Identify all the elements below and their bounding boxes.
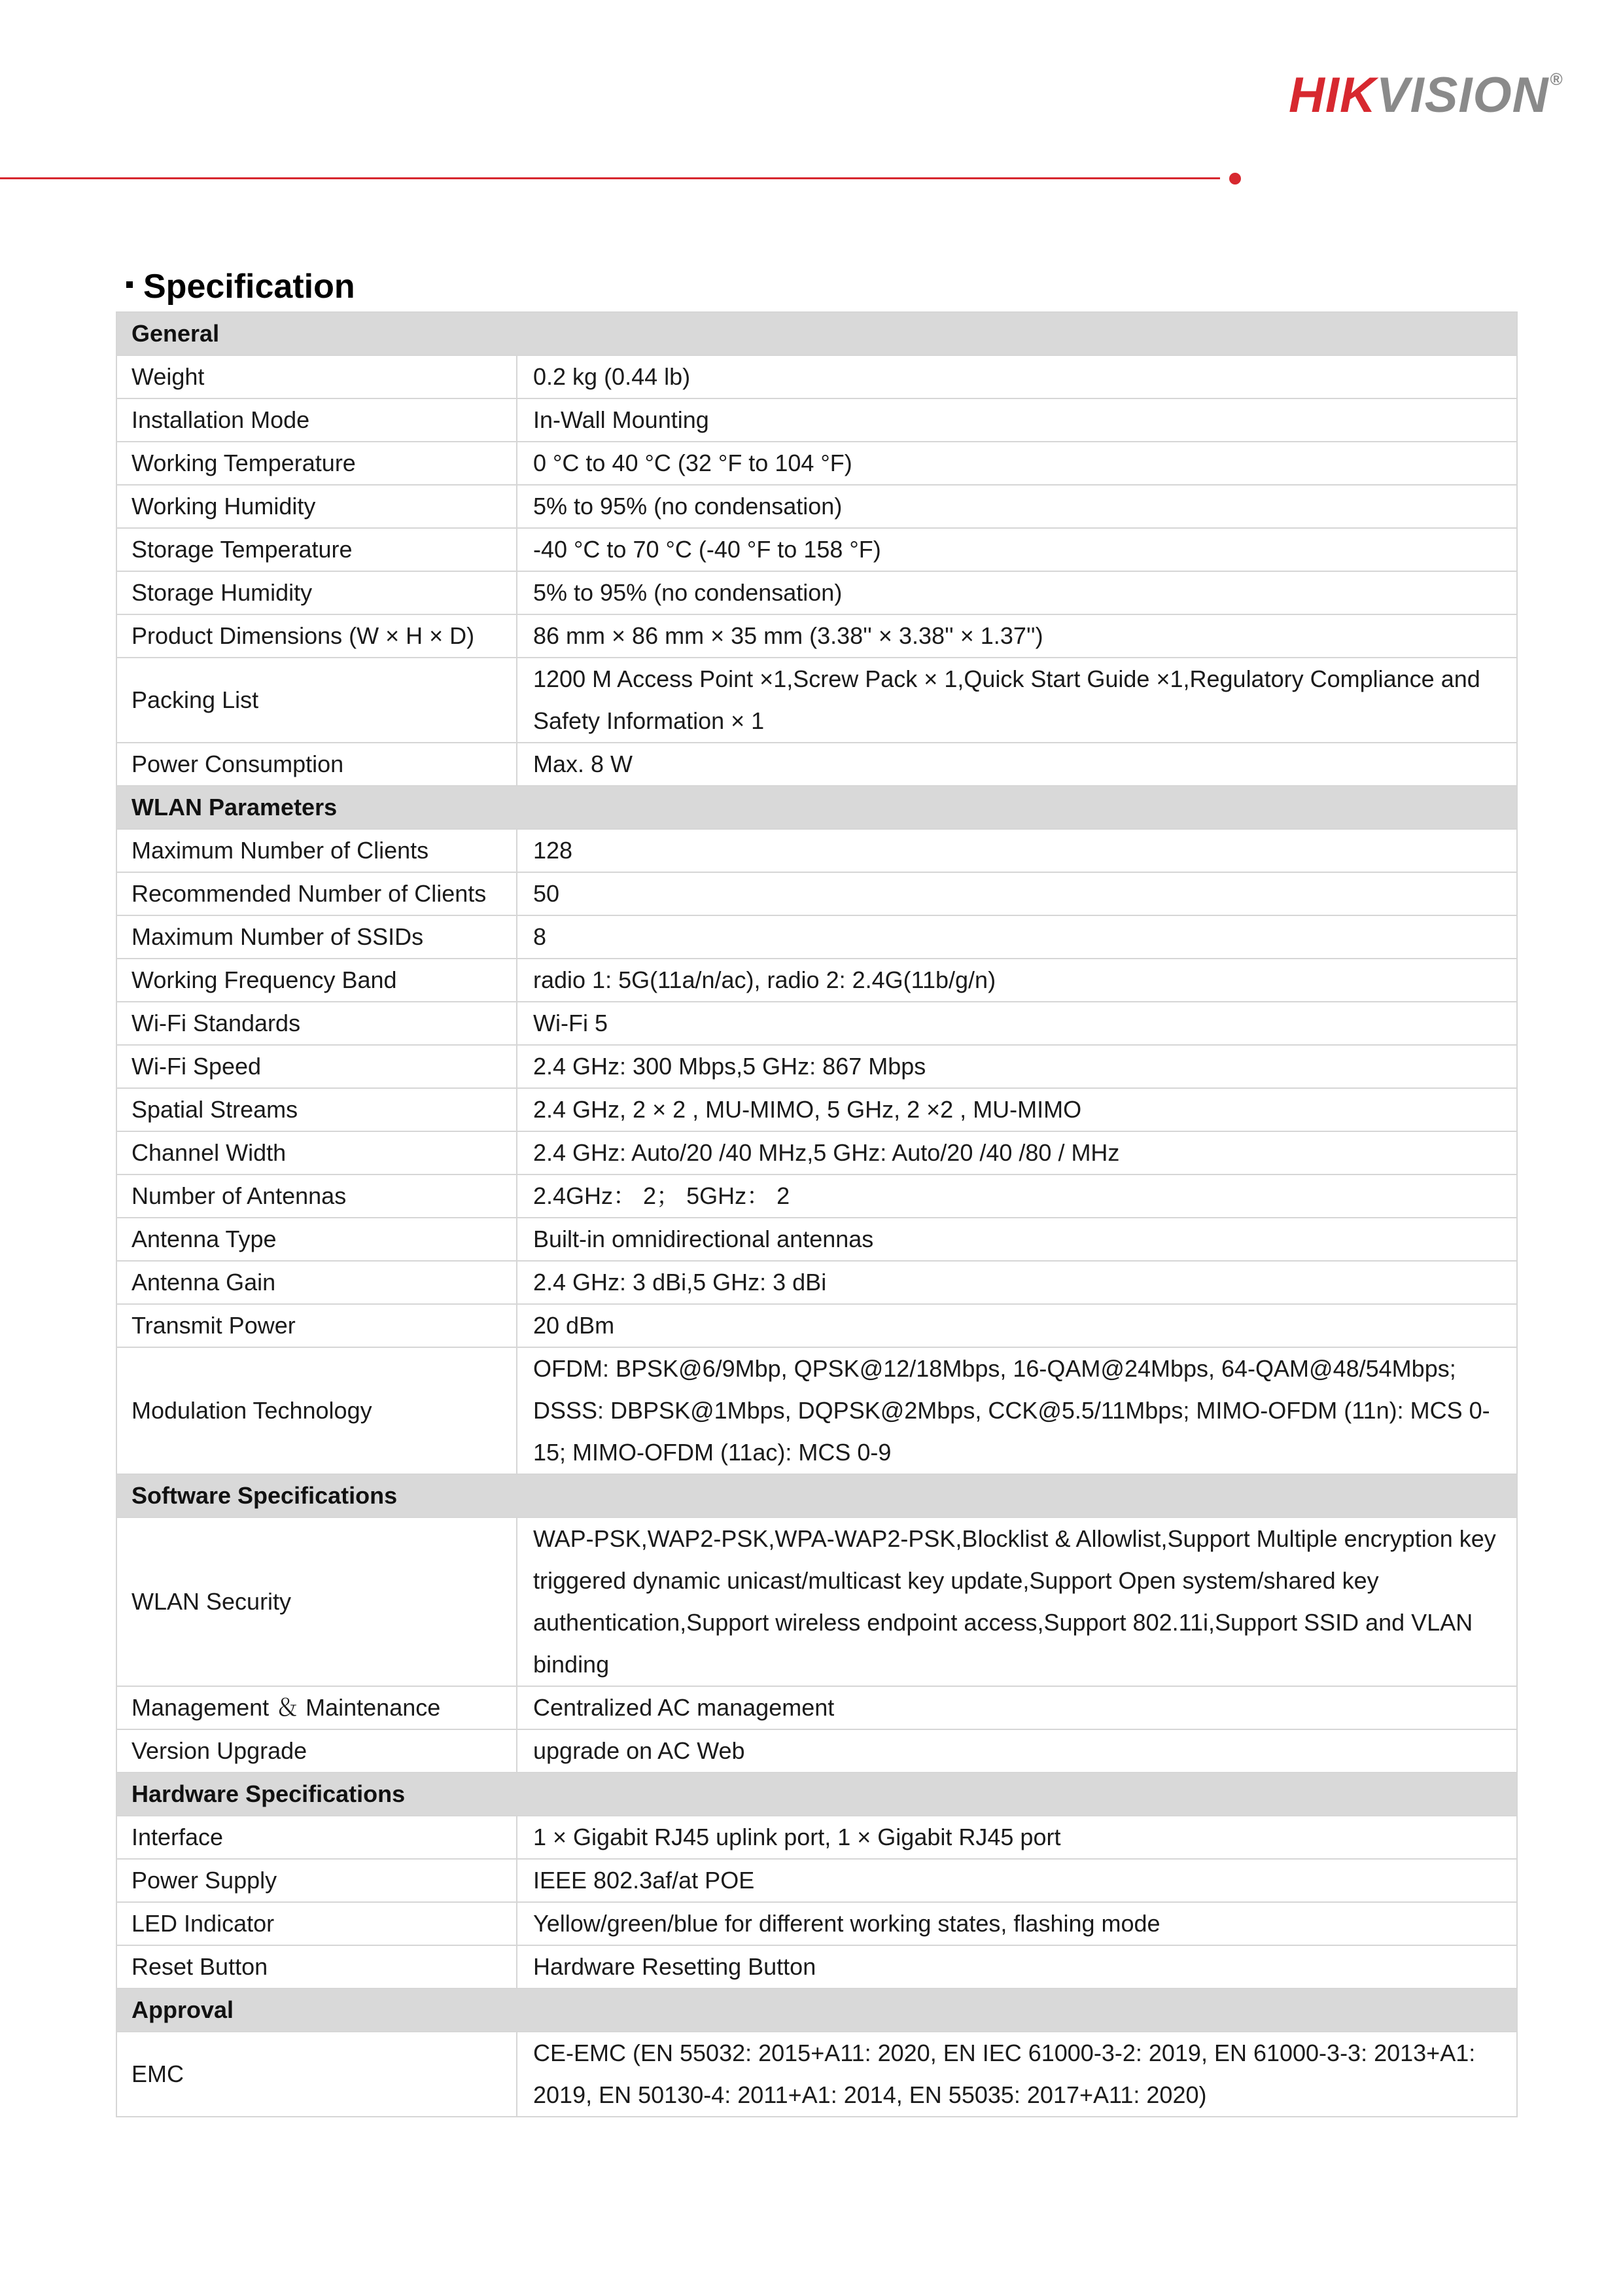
spec-label: EMC (116, 2032, 517, 2117)
section-heading: Hardware Specifications (116, 1773, 1517, 1816)
table-row (116, 1816, 1517, 1859)
table-row (116, 1131, 1517, 1174)
spec-value: 128 (517, 829, 1517, 872)
logo-registered-mark: ® (1550, 69, 1563, 89)
table-row (116, 1261, 1517, 1304)
spec-value: Max. 8 W (517, 743, 1517, 786)
table-row (116, 1729, 1517, 1773)
page-title (126, 267, 355, 306)
spec-label: Version Upgrade (116, 1729, 517, 1773)
spec-label: Power Supply (116, 1859, 517, 1902)
spec-label: Wi-Fi Speed (116, 1045, 517, 1088)
table-row (116, 1945, 1517, 1988)
spec-value: Built-in omnidirectional antennas (517, 1218, 1517, 1261)
spec-label: Power Consumption (116, 743, 517, 786)
spec-value: IEEE 802.3af/at POE (517, 1859, 1517, 1902)
section-header-row (116, 312, 1517, 355)
table-row (116, 355, 1517, 398)
spec-value: radio 1: 5G(11a/n/ac), radio 2: 2.4G(11b/g/n) (517, 959, 1517, 1002)
page-title-text: Specification (143, 268, 355, 306)
spec-label: Maximum Number of Clients (116, 829, 517, 872)
table-row (116, 571, 1517, 614)
spec-value: 2.4 GHz: 3 dBi,5 GHz: 3 dBi (517, 1261, 1517, 1304)
spec-value: 1200 M Access Point ×1,Screw Pack × 1,Quick Start Guide ×1,Regulatory Compliance and Safety Information × 1 (517, 658, 1517, 743)
spec-value: CE-EMC (EN 55032: 2015+A11: 2020, EN IEC 61000-3-2: 2019, EN 61000-3-3: 2013+A1: 2019, EN 50130-4: 2011+A1: 2014, EN 55035: 2017+A11: 2020) (517, 2032, 1517, 2117)
hikvision-logo (1289, 67, 1563, 123)
table-row (116, 1902, 1517, 1945)
table-row (116, 915, 1517, 959)
spec-label: Product Dimensions (W × H × D) (116, 614, 517, 658)
table-row (116, 2032, 1517, 2117)
spec-label: Installation Mode (116, 398, 517, 442)
spec-value: OFDM: BPSK@6/9Mbp, QPSK@12/18Mbps, 16-QAM@24Mbps, 64-QAM@48/54Mbps; DSSS: DBPSK@1Mbps, DQPSK@2Mbps, CCK@5.5/11Mbps; MIMO-OFDM (11n): MCS 0-15; MIMO-OFDM (11ac): MCS 0-9 (517, 1347, 1517, 1474)
spec-value: 50 (517, 872, 1517, 915)
spec-value: 5% to 95% (no condensation) (517, 571, 1517, 614)
spec-value: 20 dBm (517, 1304, 1517, 1347)
spec-value: Centralized AC management (517, 1686, 1517, 1729)
table-row (116, 1859, 1517, 1902)
spec-label: LED Indicator (116, 1902, 517, 1945)
spec-label: Wi-Fi Standards (116, 1002, 517, 1045)
logo-vision-text: VISION (1376, 67, 1549, 123)
header-divider-line (0, 177, 1220, 179)
table-row (116, 1304, 1517, 1347)
title-bullet-icon (126, 281, 133, 288)
specification-table-body (116, 312, 1517, 2117)
table-row (116, 1686, 1517, 1729)
spec-label: Transmit Power (116, 1304, 517, 1347)
table-row (116, 614, 1517, 658)
section-heading: Approval (116, 1988, 1517, 2032)
spec-label: Storage Temperature (116, 528, 517, 571)
table-row (116, 1218, 1517, 1261)
spec-label: Recommended Number of Clients (116, 872, 517, 915)
table-row (116, 829, 1517, 872)
spec-value: 8 (517, 915, 1517, 959)
spec-value: 2.4 GHz, 2 × 2 , MU-MIMO, 5 GHz, 2 ×2 , MU-MIMO (517, 1088, 1517, 1131)
spec-label: Working Humidity (116, 485, 517, 528)
table-row (116, 442, 1517, 485)
section-header-row (116, 786, 1517, 829)
spec-label: Channel Width (116, 1131, 517, 1174)
spec-label: Weight (116, 355, 517, 398)
table-row (116, 1517, 1517, 1686)
spec-value: 5% to 95% (no condensation) (517, 485, 1517, 528)
table-row (116, 485, 1517, 528)
spec-label: Working Temperature (116, 442, 517, 485)
section-heading: Software Specifications (116, 1474, 1517, 1517)
table-row (116, 959, 1517, 1002)
spec-label: Storage Humidity (116, 571, 517, 614)
table-row (116, 528, 1517, 571)
spec-value: 0 °C to 40 °C (32 °F to 104 °F) (517, 442, 1517, 485)
spec-value: 2.4 GHz: Auto/20 /40 MHz,5 GHz: Auto/20 /40 /80 / MHz (517, 1131, 1517, 1174)
table-row (116, 872, 1517, 915)
section-heading: WLAN Parameters (116, 786, 1517, 829)
table-row (116, 658, 1517, 743)
spec-value: Wi-Fi 5 (517, 1002, 1517, 1045)
spec-label: Interface (116, 1816, 517, 1859)
spec-value: 86 mm × 86 mm × 35 mm (3.38'' × 3.38'' × 1.37'') (517, 614, 1517, 658)
spec-value: 2.4 GHz: 300 Mbps,5 GHz: 867 Mbps (517, 1045, 1517, 1088)
section-header-row (116, 1773, 1517, 1816)
spec-label: Antenna Gain (116, 1261, 517, 1304)
spec-value: Hardware Resetting Button (517, 1945, 1517, 1988)
spec-label: WLAN Security (116, 1517, 517, 1686)
spec-label: Spatial Streams (116, 1088, 517, 1131)
spec-value: In-Wall Mounting (517, 398, 1517, 442)
spec-value: 2.4GHz： 2； 5GHz： 2 (517, 1174, 1517, 1218)
table-row (116, 398, 1517, 442)
spec-label: Maximum Number of SSIDs (116, 915, 517, 959)
section-header-row (116, 1988, 1517, 2032)
header-divider-dot (1229, 173, 1241, 185)
table-row (116, 1088, 1517, 1131)
spec-label: Reset Button (116, 1945, 517, 1988)
spec-label: Packing List (116, 658, 517, 743)
spec-label: Number of Antennas (116, 1174, 517, 1218)
spec-label: Modulation Technology (116, 1347, 517, 1474)
spec-label: Management ＆ Maintenance (116, 1686, 517, 1729)
spec-value: upgrade on AC Web (517, 1729, 1517, 1773)
spec-value: 0.2 kg (0.44 lb) (517, 355, 1517, 398)
table-row (116, 1045, 1517, 1088)
spec-label: Antenna Type (116, 1218, 517, 1261)
spec-value: WAP-PSK,WAP2-PSK,WPA-WAP2-PSK,Blocklist & Allowlist,Support Multiple encryption key triggered dynamic unicast/multicast key update,Support Open system/shared key authentication,Support wireless endpoint access,Support 802.11i,Support SSID and VLAN binding (517, 1517, 1517, 1686)
logo-hik-text: HIK (1289, 67, 1376, 123)
spec-value: Yellow/green/blue for different working states, flashing mode (517, 1902, 1517, 1945)
specification-table (116, 311, 1518, 2117)
table-row (116, 743, 1517, 786)
spec-value: -40 °C to 70 °C (-40 °F to 158 °F) (517, 528, 1517, 571)
spec-label: Working Frequency Band (116, 959, 517, 1002)
table-row (116, 1347, 1517, 1474)
section-header-row (116, 1474, 1517, 1517)
table-row (116, 1174, 1517, 1218)
spec-value: 1 × Gigabit RJ45 uplink port, 1 × Gigabit RJ45 port (517, 1816, 1517, 1859)
section-heading: General (116, 312, 1517, 355)
table-row (116, 1002, 1517, 1045)
